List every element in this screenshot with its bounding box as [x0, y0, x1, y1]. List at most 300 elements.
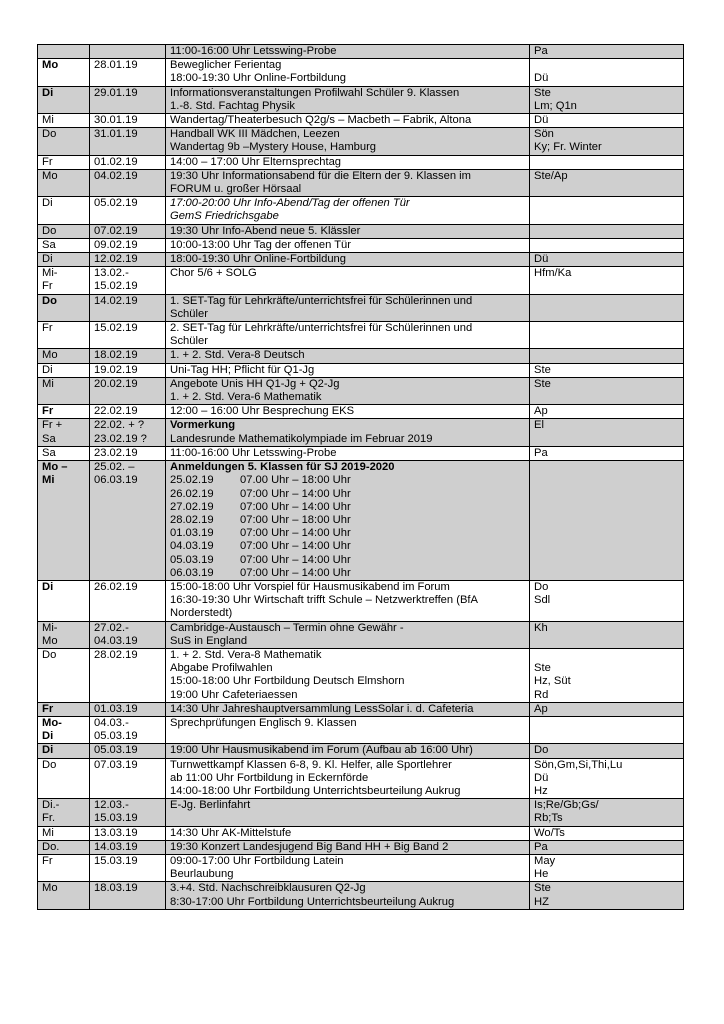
event-line: Wandertag 9b –Mystery House, Hamburg: [170, 141, 377, 154]
event-line: Uni-Tag HH; Pflicht für Q1-Jg: [170, 363, 315, 376]
event-cell: [166, 854, 530, 881]
slot-date: 27.02.19: [170, 500, 214, 513]
date-cell: [90, 197, 166, 224]
table-row: [38, 621, 684, 648]
table-row: [38, 155, 684, 169]
table-row: [38, 294, 684, 321]
day-cell: [38, 716, 90, 743]
responsible-cell: [530, 882, 684, 909]
responsible-line: Ap: [534, 405, 548, 418]
responsible-line: Ky; Fr. Winter: [534, 141, 602, 154]
day-line: Do: [42, 128, 57, 141]
responsible-cell: [530, 45, 684, 59]
table-row: [38, 405, 684, 419]
event-line: Beurlaubung: [170, 868, 234, 881]
day-line: Di: [42, 253, 53, 266]
table-row: [38, 253, 684, 267]
table-row: [38, 799, 684, 826]
date-line: 27.02.-: [94, 621, 129, 634]
responsible-line: Dü: [534, 114, 549, 127]
day-line: Do: [42, 294, 57, 307]
date-line: 25.02. –: [94, 461, 135, 474]
date-line: 28.02.19: [94, 648, 138, 661]
day-line: Mo-: [42, 716, 62, 729]
day-line: Mi-: [42, 267, 58, 280]
date-cell: [90, 580, 166, 621]
day-cell: [38, 758, 90, 799]
responsible-line: Pa: [534, 840, 548, 853]
date-line: 28.01.19: [94, 59, 138, 72]
day-line: Do: [42, 758, 57, 771]
slot-time: 07.00 Uhr – 18:00 Uhr: [240, 474, 351, 487]
day-line: Fr: [42, 322, 53, 335]
event-line: 1. + 2. Std. Vera-8 Deutsch: [170, 349, 305, 362]
table-row: [38, 363, 684, 377]
responsible-cell: [530, 363, 684, 377]
table-row: [38, 349, 684, 363]
date-line: 04.02.19: [94, 169, 138, 182]
event-cell: [166, 799, 530, 826]
event-line: 19:00 Uhr Hausmusikabend im Forum (Aufbau ab 16:00 Uhr): [170, 744, 473, 757]
day-line: Mi: [42, 114, 54, 127]
day-line: Fr: [42, 155, 53, 168]
event-cell: [166, 267, 530, 294]
day-line: Di: [42, 580, 54, 593]
date-cell: [90, 405, 166, 419]
responsible-cell: [530, 349, 684, 363]
event-line: Handball WK III Mädchen, Leezen: [170, 128, 340, 141]
date-cell: [90, 621, 166, 648]
date-cell: [90, 461, 166, 581]
date-line: 20.02.19: [94, 377, 138, 390]
event-cell: [166, 446, 530, 460]
day-cell: [38, 744, 90, 758]
responsible-cell: [530, 744, 684, 758]
day-cell: [38, 799, 90, 826]
event-line: Norderstedt): [170, 607, 233, 620]
event-line: 1.-8. Std. Fachtag Physik: [170, 99, 295, 112]
date-cell: [90, 446, 166, 460]
day-line: Do: [42, 224, 57, 237]
event-line: Wandertag/Theaterbesuch Q2g/s – Macbeth – Fabrik, Altona: [170, 114, 472, 127]
responsible-cell: [530, 840, 684, 854]
responsible-line: Pa: [534, 446, 548, 459]
responsible-line: Ap: [534, 702, 548, 715]
date-cell: [90, 224, 166, 238]
table-row: [38, 238, 684, 252]
day-cell: [38, 854, 90, 881]
responsible-line: [534, 322, 679, 335]
event-line: 19:30 Uhr Informationsabend für die Eltern der 9. Klassen im: [170, 169, 471, 182]
responsible-cell: [530, 169, 684, 196]
day-line: Di: [42, 86, 54, 99]
day-cell: [38, 419, 90, 446]
responsible-line: Sön: [534, 128, 554, 141]
date-cell: [90, 799, 166, 826]
date-line: 04.03.19: [94, 634, 138, 647]
day-line: Mi: [42, 377, 54, 390]
event-cell: [166, 224, 530, 238]
registration-slot: [170, 514, 525, 527]
date-cell: [90, 744, 166, 758]
responsible-line: He: [534, 868, 549, 881]
table-row: [38, 702, 684, 716]
responsible-cell: [530, 446, 684, 460]
responsible-line: HZ: [534, 895, 549, 908]
table-row: [38, 377, 684, 404]
event-line: 14:00-18:00 Uhr Fortbildung Unterrichtsbeurteilung Aukrug: [170, 784, 461, 797]
day-cell: [38, 580, 90, 621]
day-line: Di: [42, 363, 53, 376]
event-line: 17:00-20:00 Uhr Info-Abend/Tag der offenen Tür: [170, 197, 410, 210]
day-line: Di: [42, 197, 53, 210]
table-row: [38, 59, 684, 86]
event-cell: [166, 86, 530, 113]
responsible-line: Lm; Q1n: [534, 99, 577, 112]
responsible-line: Do: [534, 744, 549, 757]
responsible-line: [534, 156, 679, 169]
responsible-line: [534, 649, 679, 662]
date-line: 05.02.19: [94, 197, 138, 210]
registration-slot: [170, 527, 525, 540]
responsible-line: Kh: [534, 621, 548, 634]
day-cell: [38, 238, 90, 252]
responsible-line: El: [534, 419, 544, 432]
responsible-line: Rd: [534, 688, 549, 701]
event-cell: [166, 621, 530, 648]
responsible-cell: [530, 114, 684, 128]
date-line: 04.03.-: [94, 716, 129, 729]
day-cell: [38, 349, 90, 363]
day-cell: [38, 826, 90, 840]
date-line: 14.03.19: [94, 840, 138, 853]
event-cell: [166, 197, 530, 224]
date-cell: [90, 419, 166, 446]
responsible-cell: [530, 197, 684, 224]
responsible-cell: [530, 826, 684, 840]
responsible-line: [534, 461, 679, 474]
responsible-line: Hz: [534, 784, 548, 797]
table-row: [38, 461, 684, 581]
date-cell: [90, 45, 166, 59]
slot-time: 07:00 Uhr – 18:00 Uhr: [240, 513, 351, 526]
date-line: 13.03.19: [94, 826, 138, 839]
event-line: 15:00-18:00 Uhr Fortbildung Deutsch Elmshorn: [170, 675, 405, 688]
date-cell: [90, 155, 166, 169]
responsible-line: Ste: [534, 377, 551, 390]
date-line: 23.02.19: [94, 446, 138, 459]
responsible-cell: [530, 854, 684, 881]
date-line: 07.03.19: [94, 758, 138, 771]
event-cell: [166, 253, 530, 267]
event-cell: [166, 349, 530, 363]
event-cell: [166, 405, 530, 419]
event-line: 15:00-18:00 Uhr Vorspiel für Hausmusikabend im Forum: [170, 580, 450, 593]
slot-date: 26.02.19: [170, 487, 214, 500]
event-line: Beweglicher Ferientag: [170, 59, 282, 72]
slot-date: 04.03.19: [170, 540, 214, 553]
day-cell: [38, 840, 90, 854]
registration-slot: [170, 567, 525, 580]
responsible-cell: [530, 86, 684, 113]
event-cell: [166, 45, 530, 59]
event-line: Landesrunde Mathematikolympiade im Februar 2019: [170, 432, 433, 445]
event-line: Abgabe Profilwahlen: [170, 662, 273, 675]
day-line: [42, 45, 85, 58]
responsible-cell: [530, 253, 684, 267]
table-row: [38, 128, 684, 155]
day-cell: [38, 405, 90, 419]
date-cell: [90, 840, 166, 854]
day-line: Mi-: [42, 621, 58, 634]
event-cell: [166, 59, 530, 86]
slot-time: 07:00 Uhr – 14:00 Uhr: [240, 527, 351, 540]
day-line: Do.: [42, 840, 60, 853]
responsible-line: Wo/Ts: [534, 826, 565, 839]
table-row: [38, 744, 684, 758]
date-cell: [90, 253, 166, 267]
responsible-line: Hz, Süt: [534, 675, 571, 688]
slot-time: 07:00 Uhr – 14:00 Uhr: [240, 500, 351, 513]
responsible-line: [534, 349, 679, 362]
responsible-cell: [530, 322, 684, 349]
date-cell: [90, 169, 166, 196]
day-cell: [38, 377, 90, 404]
table-row: [38, 882, 684, 909]
registration-slot: [170, 474, 525, 487]
responsible-cell: [530, 59, 684, 86]
date-cell: [90, 322, 166, 349]
date-cell: [90, 86, 166, 113]
responsible-cell: [530, 224, 684, 238]
date-line: 30.01.19: [94, 114, 138, 127]
responsible-line: Dü: [534, 771, 549, 784]
date-line: 12.03.-: [94, 799, 129, 812]
day-cell: [38, 59, 90, 86]
day-cell: [38, 461, 90, 581]
date-cell: [90, 59, 166, 86]
responsible-cell: [530, 580, 684, 621]
event-line: Informationsveranstaltungen Profilwahl Schüler 9. Klassen: [170, 86, 460, 99]
day-cell: [38, 169, 90, 196]
responsible-line: Ste/Ap: [534, 169, 568, 182]
date-cell: [90, 238, 166, 252]
responsible-line: [534, 225, 679, 238]
date-cell: [90, 758, 166, 799]
date-line: 01.02.19: [94, 155, 138, 168]
date-line: 15.03.19: [94, 812, 138, 825]
event-cell: [166, 419, 530, 446]
event-line: 19:00 Uhr Cafeteriaessen: [170, 688, 298, 701]
event-line: Turnwettkampf Klassen 6-8, 9. Kl. Helfer, alle Sportlehrer: [170, 758, 452, 771]
date-line: 23.02.19 ?: [94, 432, 147, 445]
event-line: Chor 5/6 + SOLG: [170, 267, 257, 280]
day-line: Mo: [42, 882, 58, 895]
date-line: 09.02.19: [94, 238, 138, 251]
table-row: [38, 854, 684, 881]
slot-time: 07:00 Uhr – 14:00 Uhr: [240, 566, 351, 579]
day-line: Mo: [42, 59, 59, 72]
slot-date: 28.02.19: [170, 513, 214, 526]
event-cell: [166, 294, 530, 321]
responsible-line: Ste: [534, 662, 551, 675]
responsible-line: Ste: [534, 86, 551, 99]
event-line: 10:00-13:00 Uhr Tag der offenen Tür: [170, 238, 351, 251]
event-line: 3.+4. Std. Nachschreibklausuren Q2-Jg: [170, 882, 366, 895]
day-cell: [38, 363, 90, 377]
slot-date: 06.03.19: [170, 566, 214, 579]
event-cell: [166, 363, 530, 377]
responsible-cell: [530, 702, 684, 716]
day-line: Di: [42, 730, 54, 743]
slot-time: 07:00 Uhr – 14:00 Uhr: [240, 487, 351, 500]
responsible-line: [534, 717, 679, 730]
event-line: 16:30-19:30 Uhr Wirtschaft trifft Schule – Netzwerktreffen (BfA: [170, 594, 478, 607]
date-line: 18.02.19: [94, 349, 138, 362]
date-line: 22.02.19: [94, 405, 138, 418]
event-line: 1. + 2. Std. Vera-6 Mathematik: [170, 391, 322, 404]
event-cell: [166, 758, 530, 799]
event-line: 19:30 Uhr Info-Abend neue 5. Klässler: [170, 224, 361, 237]
event-line: Sprechprüfungen Englisch 9. Klassen: [170, 716, 357, 729]
day-line: Mi: [42, 474, 55, 487]
event-line: E-Jg. Berlinfahrt: [170, 799, 251, 812]
responsible-line: [534, 197, 679, 210]
day-cell: [38, 446, 90, 460]
slot-date: 01.03.19: [170, 527, 214, 540]
day-cell: [38, 267, 90, 294]
date-cell: [90, 114, 166, 128]
event-line: 14:00 – 17:00 Uhr Elternsprechtag: [170, 155, 342, 168]
table-row: [38, 446, 684, 460]
responsible-cell: [530, 461, 684, 581]
day-line: Di.-: [42, 799, 60, 812]
table-row: [38, 758, 684, 799]
table-row: [38, 419, 684, 446]
responsible-line: Ste: [534, 882, 551, 895]
date-cell: [90, 826, 166, 840]
event-cell: [166, 716, 530, 743]
day-line: Mo: [42, 349, 58, 362]
responsible-cell: [530, 267, 684, 294]
day-cell: [38, 294, 90, 321]
day-cell: [38, 648, 90, 702]
responsible-line: Sön,Gm,Si,Thi,Lu: [534, 758, 623, 771]
table-row: [38, 45, 684, 59]
event-line: 1. + 2. Std. Vera-8 Mathematik: [170, 648, 322, 661]
day-cell: [38, 114, 90, 128]
date-line: 18.03.19: [94, 882, 138, 895]
responsible-cell: [530, 716, 684, 743]
date-cell: [90, 702, 166, 716]
date-cell: [90, 363, 166, 377]
table-row: [38, 648, 684, 702]
date-cell: [90, 377, 166, 404]
date-line: 12.02.19: [94, 253, 138, 266]
date-line: 13.02.-: [94, 267, 129, 280]
event-cell: [166, 702, 530, 716]
event-line: 12:00 – 16:00 Uhr Besprechung EKS: [170, 405, 355, 418]
responsible-line: Pa: [534, 45, 548, 57]
date-line: 01.03.19: [94, 702, 138, 715]
date-line: 26.02.19: [94, 580, 138, 593]
date-line: 06.03.19: [94, 474, 138, 487]
day-line: Do: [42, 648, 57, 661]
responsible-line: [534, 59, 679, 72]
day-cell: [38, 322, 90, 349]
day-line: Fr: [42, 280, 53, 293]
slot-date: 25.02.19: [170, 474, 214, 487]
table-row: [38, 826, 684, 840]
table-row: [38, 169, 684, 196]
responsible-line: [534, 239, 679, 252]
event-line: 8:30-17:00 Uhr Fortbildung Unterrichtsbeurteilung Aukrug: [170, 895, 455, 908]
responsible-line: Hfm/Ka: [534, 267, 572, 280]
day-cell: [38, 253, 90, 267]
table-row: [38, 86, 684, 113]
event-line: 1. SET-Tag für Lehrkräfte/unterrichtsfrei für Schülerinnen und: [170, 294, 473, 307]
day-line: Mo: [42, 634, 58, 647]
table-row: [38, 840, 684, 854]
slot-time: 07:00 Uhr – 14:00 Uhr: [240, 540, 351, 553]
event-cell: [166, 882, 530, 909]
date-line: 15.03.19: [94, 854, 138, 867]
event-line: Vormerkung: [170, 419, 236, 432]
event-line: Angebote Unis HH Q1-Jg + Q2-Jg: [170, 377, 340, 390]
table-row: [38, 224, 684, 238]
date-line: 15.02.19: [94, 280, 138, 293]
day-line: Fr: [42, 405, 54, 418]
date-line: 05.03.19: [94, 730, 138, 743]
event-cell: [166, 840, 530, 854]
event-line: 2. SET-Tag für Lehrkräfte/unterrichtsfrei für Schülerinnen und: [170, 322, 473, 335]
day-line: Fr: [42, 854, 53, 867]
responsible-cell: [530, 294, 684, 321]
day-cell: [38, 224, 90, 238]
day-cell: [38, 882, 90, 909]
responsible-cell: [530, 648, 684, 702]
event-line: 09:00-17:00 Uhr Fortbildung Latein: [170, 854, 344, 867]
day-line: Sa: [42, 432, 56, 445]
date-line: 14.02.19: [94, 294, 138, 307]
event-cell: [166, 238, 530, 252]
event-cell: [166, 169, 530, 196]
event-line: 18:00-19:30 Uhr Online-Fortbildung: [170, 72, 346, 85]
event-line: ab 11:00 Uhr Fortbildung in Eckernförde: [170, 771, 369, 784]
date-cell: [90, 267, 166, 294]
day-line: Sa: [42, 446, 56, 459]
event-line: 19:30 Konzert Landesjugend Big Band HH + Big Band 2: [170, 840, 449, 853]
event-cell: [166, 155, 530, 169]
event-line: GemS Friedrichsgabe: [170, 210, 279, 223]
table-row: [38, 267, 684, 294]
day-cell: [38, 197, 90, 224]
event-line: Anmeldungen 5. Klassen für SJ 2019-2020: [170, 461, 395, 474]
day-line: Mi: [42, 826, 54, 839]
table-row: [38, 716, 684, 743]
day-cell: [38, 128, 90, 155]
registration-slot: [170, 540, 525, 553]
responsible-cell: [530, 128, 684, 155]
responsible-cell: [530, 377, 684, 404]
event-line: 11:00-16:00 Uhr Letsswing-Probe: [170, 446, 337, 459]
day-cell: [38, 86, 90, 113]
day-line: Fr.: [42, 812, 56, 825]
event-cell: [166, 128, 530, 155]
table-row: [38, 322, 684, 349]
date-cell: [90, 854, 166, 881]
date-cell: [90, 128, 166, 155]
